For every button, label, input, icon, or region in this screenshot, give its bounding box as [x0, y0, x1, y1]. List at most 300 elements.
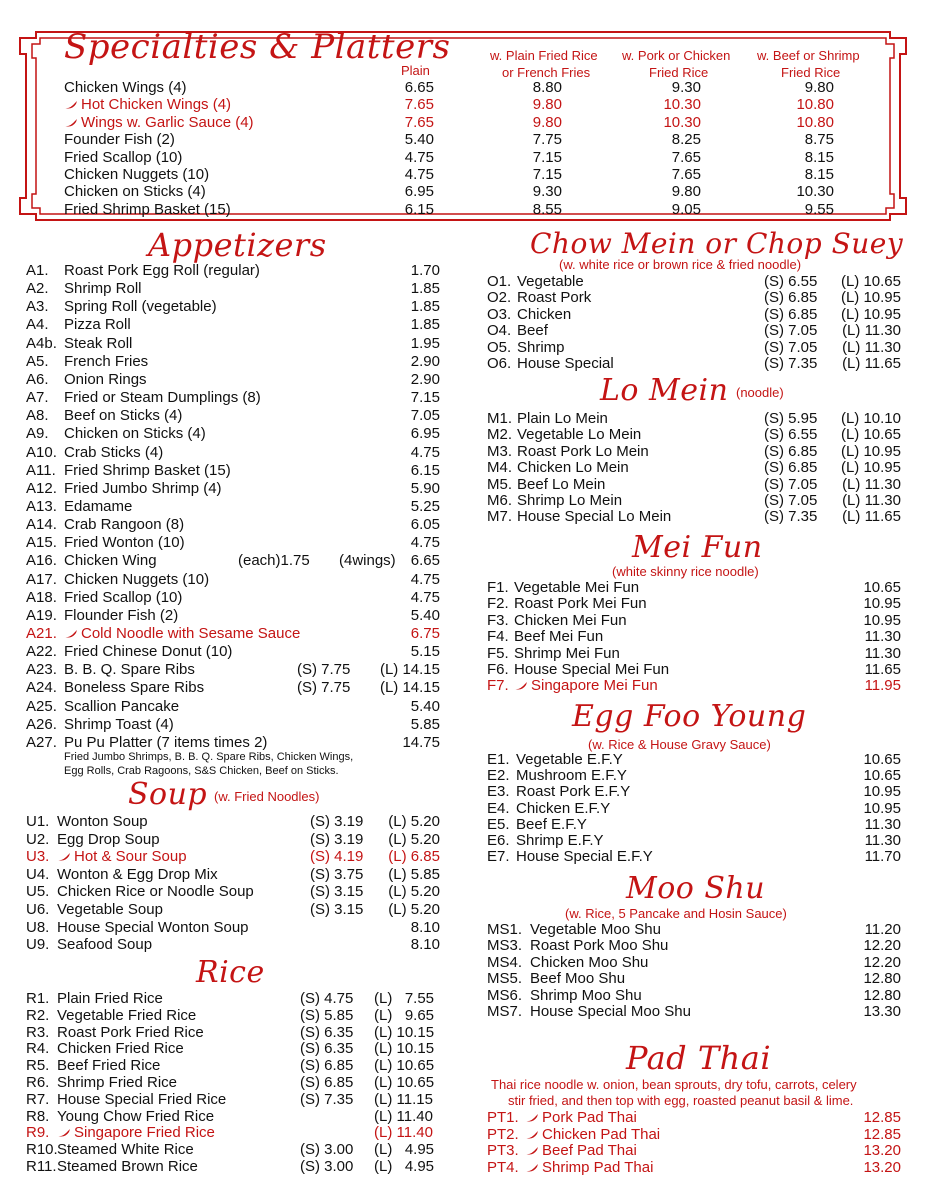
specialty-price-pork-chicken: 7.65	[671, 148, 701, 166]
specialty-price-pork-chicken: 9.80	[671, 183, 701, 201]
appetizer-price: 7.05	[410, 407, 440, 425]
mooshu-code: MS6.	[487, 986, 523, 1004]
soup-code: U4.	[26, 865, 50, 883]
appetizer-price: 5.40	[410, 606, 440, 624]
mooshu-name: Chicken Moo Shu	[530, 953, 649, 971]
specialty-item-name: Chicken Wings (4)	[64, 79, 187, 96]
appetizer-code: A27.	[26, 733, 57, 751]
appetizer-name: Beef on Sticks (4)	[64, 407, 183, 425]
specialty-price-plain-fried-rice: 7.75	[532, 131, 562, 149]
appetizer-code: A12.	[26, 479, 57, 497]
specialty-price-plain: 6.95	[404, 183, 434, 201]
chowmein-large-price: (L) 11.30	[842, 338, 901, 356]
appetizer-price: 6.65	[410, 552, 440, 570]
mooshu-title: Moo Shu	[626, 871, 766, 906]
rice-name: House Special Fried Rice	[57, 1090, 227, 1108]
appetizer-code: A19.	[26, 606, 57, 624]
chili-pepper-icon	[64, 100, 78, 110]
rice-code: R7.	[26, 1090, 50, 1108]
appetizer-price: 14.75	[402, 733, 440, 751]
appetizer-name: Crab Rangoon (8)	[64, 516, 185, 534]
appetizer-name: Chicken Nuggets (10)	[64, 570, 210, 588]
rice-code: R4.	[26, 1040, 50, 1058]
lomein-code: M1.	[487, 410, 513, 427]
appetizer-price: 4.75	[410, 534, 440, 552]
specialty-price-pork-chicken: 9.05	[671, 200, 701, 218]
meifun-name: Singapore Mei Fun	[514, 677, 658, 694]
chowmein-code: O4.	[487, 322, 512, 340]
specialty-price-beef-shrimp: 8.75	[804, 131, 834, 149]
specialty-price-beef-shrimp: 10.30	[796, 183, 834, 201]
soup-large-price: (L) 5.20	[388, 830, 440, 848]
lomein-small-price: (S) 5.95	[764, 410, 818, 427]
lomein-name: Vegetable Lo Mein	[517, 426, 642, 444]
rice-small-price: (S) 6.35	[300, 1023, 354, 1041]
appetizer-price: 6.15	[410, 461, 440, 479]
soup-subtitle: (w. Fried Noodles)	[214, 789, 320, 804]
rice-small-price: (S) 6.85	[300, 1057, 354, 1075]
chili-pepper-icon	[525, 1146, 539, 1156]
chowmein-large-price: (L) 10.65	[840, 273, 901, 290]
mooshu-code: MS4.	[487, 953, 523, 971]
soup-large-price: 8.10	[410, 918, 440, 936]
rice-name: Beef Fried Rice	[57, 1057, 161, 1075]
appetizer-price: 7.15	[410, 389, 440, 407]
chowmein-small-price: (S) 7.05	[764, 338, 818, 356]
chowmein-code: O2.	[487, 289, 512, 307]
rice-large-price: (L) 7.55	[374, 990, 435, 1007]
chowmein-large-price: (L) 10.95	[840, 305, 901, 323]
rice-code: R3.	[26, 1023, 50, 1041]
rice-small-price: (S) 5.85	[300, 1006, 354, 1024]
appetizer-code: A2.	[26, 280, 49, 298]
eggfoo-name: Shrimp E.F.Y	[516, 832, 604, 849]
soup-name: Wonton Soup	[57, 813, 148, 830]
mooshu-price: 12.80	[863, 970, 901, 988]
specialty-item-name: Fried Scallop (10)	[64, 148, 183, 166]
appetizer-small-price: (S) 7.75	[297, 661, 351, 679]
eggfoo-price: 10.95	[863, 799, 901, 817]
meifun-name: Vegetable Mei Fun	[514, 579, 640, 596]
soup-name: House Special Wonton Soup	[57, 918, 249, 936]
rice-code: R6.	[26, 1074, 50, 1091]
padthai-code: PT3.	[487, 1142, 519, 1160]
lomein-subtitle: (noodle)	[736, 385, 784, 400]
appetizer-code: A9.	[26, 425, 49, 443]
chowmein-name: Vegetable	[517, 273, 584, 290]
chowmein-name: Roast Pork	[517, 289, 592, 307]
chowmein-small-price: (S) 6.85	[764, 305, 818, 323]
rice-small-price: (S) 4.75	[300, 990, 354, 1007]
pupu-note-2: Egg Rolls, Crab Ragoons, S&S Chicken, Beef on Sticks.	[64, 765, 339, 777]
padthai-name: Beef Pad Thai	[525, 1142, 637, 1159]
soup-code: U2.	[26, 830, 50, 848]
specialty-item-name: Fried Shrimp Basket (15)	[64, 200, 231, 218]
appetizer-name: Spring Roll (vegetable)	[64, 298, 217, 316]
appetizer-name: Fried Shrimp Basket (15)	[64, 461, 231, 479]
appetizer-code: A3.	[26, 298, 49, 316]
lomein-code: M3.	[487, 442, 513, 460]
rice-small-price: (S) 6.35	[300, 1040, 354, 1058]
meifun-name: Beef Mei Fun	[514, 628, 604, 646]
appetizer-code: A1.	[26, 262, 49, 279]
appetizer-name: Onion Rings	[64, 370, 147, 388]
mooshu-price: 12.80	[863, 986, 901, 1004]
rice-name: Chicken Fried Rice	[57, 1040, 184, 1058]
chowmein-small-price: (S) 7.05	[764, 322, 818, 340]
appetizer-code: A5.	[26, 352, 49, 370]
padthai-code: PT2.	[487, 1125, 519, 1143]
rice-name: Young Chow Fried Rice	[57, 1107, 215, 1125]
appetizer-code: A15.	[26, 534, 57, 552]
rice-large-price: (L) 4.95	[374, 1158, 435, 1175]
eggfoo-name: Chicken E.F.Y	[516, 799, 611, 817]
chowmein-code: O6.	[487, 355, 512, 372]
chowmein-large-price: (L) 11.65	[842, 355, 901, 372]
appetizer-name: Shrimp Toast (4)	[64, 715, 174, 733]
soup-title: Soup	[128, 777, 208, 812]
padthai-price: 13.20	[863, 1158, 901, 1176]
appetizers-title: Appetizers	[148, 226, 327, 264]
lomein-small-price: (S) 6.85	[764, 442, 818, 460]
appetizer-code: A8.	[26, 407, 49, 425]
specialty-price-plain: 7.65	[404, 113, 434, 131]
meifun-name: Shrimp Mei Fun	[514, 644, 620, 662]
rice-small-price: (S) 6.85	[300, 1074, 354, 1091]
soup-code: U8.	[26, 918, 50, 936]
eggfoo-code: E2.	[487, 767, 510, 785]
padthai-price: 12.85	[863, 1109, 901, 1126]
specialty-price-plain: 5.40	[404, 131, 434, 149]
appetizer-price: 5.15	[410, 643, 440, 661]
soup-code: U6.	[26, 901, 50, 918]
appetizer-code: A22.	[26, 643, 57, 661]
appetizer-code: A16.	[26, 552, 57, 570]
specialty-price-beef-shrimp: 9.55	[804, 200, 834, 218]
appetizer-code: A14.	[26, 516, 57, 534]
lomein-name: Plain Lo Mein	[517, 410, 608, 427]
specialty-price-plain: 7.65	[404, 96, 434, 114]
rice-large-price: (L) 10.65	[374, 1057, 435, 1075]
meifun-code: F1.	[487, 579, 509, 596]
appetizer-code: A11.	[26, 461, 56, 479]
lomein-code: M4.	[487, 459, 513, 477]
padthai-price: 13.20	[863, 1142, 901, 1160]
specialty-price-pork-chicken: 10.30	[663, 96, 701, 114]
specialty-price-plain-fried-rice: 9.80	[532, 96, 562, 114]
meifun-code: F6.	[487, 661, 509, 678]
soup-small-price: (S) 3.15	[310, 901, 364, 918]
soup-large-price: (L) 5.20	[388, 813, 440, 830]
specialty-price-pork-chicken: 7.65	[671, 166, 701, 183]
lomein-small-price: (S) 7.05	[764, 492, 818, 509]
rice-code: R2.	[26, 1006, 50, 1024]
meifun-price: 11.95	[864, 677, 901, 695]
appetizer-price: 6.95	[410, 425, 440, 443]
rice-name: Plain Fried Rice	[57, 990, 163, 1007]
appetizer-price: 5.85	[410, 715, 440, 733]
eggfoo-code: E1.	[487, 751, 510, 768]
padthai-name: Chicken Pad Thai	[525, 1126, 660, 1143]
mooshu-name: Beef Moo Shu	[530, 970, 626, 988]
soup-large-price: (L) 5.20	[388, 883, 440, 901]
lomein-large-price: (L) 11.65	[842, 508, 901, 526]
rice-code: R8.	[26, 1107, 50, 1125]
specialty-price-plain: 4.75	[404, 148, 434, 166]
specialty-price-pork-chicken: 8.25	[671, 131, 701, 149]
rice-small-price: (S) 3.00	[300, 1141, 354, 1159]
eggfoo-code: E6.	[487, 832, 510, 849]
lomein-large-price: (L) 10.95	[840, 442, 901, 460]
rice-name: Singapore Fried Rice	[57, 1124, 215, 1141]
specialty-price-plain-fried-rice: 7.15	[532, 148, 562, 166]
soup-code: U1.	[26, 813, 50, 830]
appetizer-small-price: (S) 7.75	[297, 679, 351, 697]
specialty-price-beef-shrimp: 10.80	[796, 113, 834, 131]
lomein-name: Roast Pork Lo Mein	[517, 442, 649, 460]
col-header-plain: Plain	[401, 63, 430, 78]
appetizer-price: 6.05	[410, 516, 440, 534]
appetizer-extra-price: (each)1.75	[238, 552, 310, 570]
appetizer-price: 1.95	[410, 334, 440, 352]
appetizer-code: A21.	[26, 625, 57, 642]
specialty-price-plain: 4.75	[404, 166, 434, 183]
chili-pepper-icon	[57, 852, 71, 862]
appetizer-code: A4.	[26, 316, 49, 334]
specialty-price-pork-chicken: 9.30	[671, 79, 701, 96]
soup-small-price: (S) 3.75	[310, 865, 364, 883]
appetizer-price: 5.40	[410, 697, 440, 715]
chowmein-small-price: (S) 7.35	[764, 355, 818, 372]
meifun-title: Mei Fun	[632, 530, 763, 565]
padthai-desc-1: Thai rice noodle w. onion, bean sprouts, dry tofu, carrots, celery	[491, 1077, 857, 1092]
chili-pepper-icon	[525, 1163, 539, 1173]
specialty-item-name: Hot Chicken Wings (4)	[64, 96, 231, 113]
specialty-price-plain: 6.15	[404, 200, 434, 218]
specialty-price-beef-shrimp: 8.15	[804, 148, 834, 166]
specialty-price-beef-shrimp: 8.15	[804, 166, 834, 183]
chowmein-code: O1.	[487, 273, 512, 290]
appetizer-name: Boneless Spare Ribs	[64, 679, 205, 697]
eggfoo-name: Mushroom E.F.Y	[516, 767, 627, 785]
soup-small-price: (S) 4.19	[310, 848, 364, 866]
meifun-name: Roast Pork Mei Fun	[514, 595, 647, 613]
mooshu-code: MS7.	[487, 1003, 523, 1020]
meifun-price: 11.30	[864, 628, 901, 646]
soup-small-price: (S) 3.19	[310, 830, 364, 848]
chowmein-large-price: (L) 10.95	[840, 289, 901, 307]
eggfoo-price: 10.65	[863, 767, 901, 785]
soup-code: U5.	[26, 883, 50, 901]
specialty-price-beef-shrimp: 9.80	[804, 79, 834, 96]
mooshu-name: Roast Pork Moo Shu	[530, 937, 669, 955]
rice-name: Shrimp Fried Rice	[57, 1074, 178, 1091]
soup-code: U3.	[26, 848, 50, 866]
chowmein-small-price: (S) 6.85	[764, 289, 818, 307]
appetizer-price: 5.90	[410, 479, 440, 497]
eggfoo-title: Egg Foo Young	[572, 699, 807, 734]
specialty-price-pork-chicken: 10.30	[663, 113, 701, 131]
mooshu-price: 12.20	[863, 937, 901, 955]
meifun-price: 10.95	[863, 595, 901, 613]
pupu-note-1: Fried Jumbo Shrimps, B. B. Q. Spare Ribs, Chicken Wings,	[64, 751, 354, 763]
padthai-title: Pad Thai	[626, 1039, 772, 1077]
eggfoo-name: Roast Pork E.F.Y	[516, 783, 631, 801]
appetizer-name: Crab Sticks (4)	[64, 443, 164, 461]
chowmein-name: Beef	[517, 322, 548, 340]
appetizer-name: Edamame	[64, 497, 133, 515]
lomein-title: Lo Mein	[600, 373, 729, 408]
lomein-name: Chicken Lo Mein	[517, 459, 629, 477]
soup-name: Vegetable Soup	[57, 901, 163, 918]
appetizer-price: 1.85	[410, 298, 440, 316]
appetizer-price: 1.85	[410, 316, 440, 334]
chili-pepper-icon	[525, 1130, 539, 1140]
specialty-item-name: Wings w. Garlic Sauce (4)	[64, 114, 254, 131]
padthai-code: PT4.	[487, 1158, 519, 1176]
mooshu-name: Shrimp Moo Shu	[530, 986, 642, 1004]
appetizer-code: A7.	[26, 389, 49, 407]
soup-code: U9.	[26, 936, 50, 954]
appetizer-name: B. B. Q. Spare Ribs	[64, 661, 195, 679]
appetizer-name: Scallion Pancake	[64, 697, 180, 715]
appetizer-name: Chicken Wing	[64, 552, 157, 570]
soup-name: Egg Drop Soup	[57, 830, 160, 848]
soup-large-price: (L) 5.20	[388, 901, 440, 918]
mooshu-price: 13.30	[863, 1003, 901, 1020]
soup-name: Chicken Rice or Noodle Soup	[57, 883, 254, 901]
appetizer-price: 1.85	[410, 280, 440, 298]
rice-large-price: (L) 11.15	[374, 1090, 433, 1108]
appetizer-code: A24.	[26, 679, 57, 697]
appetizer-price: 4.75	[410, 570, 440, 588]
chili-pepper-icon	[64, 629, 78, 639]
chili-pepper-icon	[57, 1128, 71, 1138]
chili-pepper-icon	[64, 118, 78, 128]
appetizer-name: Fried Scallop (10)	[64, 588, 183, 606]
eggfoo-code: E5.	[487, 815, 510, 833]
mooshu-code: MS1.	[487, 921, 523, 938]
chowmein-name: House Special	[517, 355, 614, 372]
appetizer-code: A18.	[26, 588, 57, 606]
rice-large-price: (L) 11.40	[374, 1124, 433, 1142]
lomein-code: M6.	[487, 492, 513, 509]
lomein-large-price: (L) 11.30	[842, 492, 901, 509]
appetizer-code: A23.	[26, 661, 57, 679]
col-header-plain-fried-rice: w. Plain Fried Rice or French Fries	[490, 48, 598, 80]
soup-large-price: (L) 5.85	[388, 865, 440, 883]
lomein-code: M2.	[487, 426, 513, 444]
appetizer-name: Cold Noodle with Sesame Sauce	[64, 625, 300, 642]
soup-large-price: 8.10	[410, 936, 440, 954]
appetizer-extra-label: (4wings)	[339, 552, 396, 570]
chowmein-code: O3.	[487, 305, 512, 323]
appetizer-name: Fried or Steam Dumplings (8)	[64, 389, 261, 407]
meifun-price: 10.95	[863, 611, 901, 629]
specialty-price-plain-fried-rice: 9.80	[532, 113, 562, 131]
soup-name: Hot & Sour Soup	[57, 848, 187, 865]
appetizer-code: A10.	[26, 443, 57, 461]
chowmein-code: O5.	[487, 338, 512, 356]
eggfoo-code: E4.	[487, 799, 510, 817]
lomein-large-price: (L) 10.10	[840, 410, 901, 427]
lomein-code: M7.	[487, 508, 513, 526]
rice-small-price: (S) 7.35	[300, 1090, 354, 1108]
lomein-small-price: (S) 6.55	[764, 426, 818, 444]
chili-pepper-icon	[514, 681, 528, 691]
lomein-name: Beef Lo Mein	[517, 475, 606, 493]
mooshu-name: House Special Moo Shu	[530, 1003, 691, 1020]
eggfoo-code: E3.	[487, 783, 510, 801]
soup-small-price: (S) 3.15	[310, 883, 364, 901]
rice-code: R9.	[26, 1124, 50, 1142]
lomein-large-price: (L) 10.65	[840, 426, 901, 444]
appetizer-name: Roast Pork Egg Roll (regular)	[64, 262, 260, 279]
appetizer-name: Steak Roll	[64, 334, 133, 352]
specialty-item-name: Chicken on Sticks (4)	[64, 183, 206, 201]
appetizer-code: A17.	[26, 570, 57, 588]
chowmein-subtitle: (w. white rice or brown rice & fried noodle)	[559, 257, 802, 272]
padthai-price: 12.85	[863, 1125, 901, 1143]
mooshu-code: MS5.	[487, 970, 523, 988]
appetizer-code: A4b.	[26, 334, 57, 352]
chowmein-name: Chicken	[517, 305, 572, 323]
eggfoo-code: E7.	[487, 848, 510, 866]
appetizer-name: Pu Pu Platter (7 items times 2)	[64, 733, 268, 751]
rice-code: R5.	[26, 1057, 50, 1075]
eggfoo-name: House Special E.F.Y	[516, 848, 653, 866]
appetizer-name: Pizza Roll	[64, 316, 131, 334]
col-header-pork-chicken: w. Pork or Chicken Fried Rice	[622, 48, 731, 80]
appetizer-code: A6.	[26, 370, 49, 388]
chowmein-title: Chow Mein or Chop Suey	[530, 227, 904, 260]
meifun-name: Chicken Mei Fun	[514, 611, 627, 629]
padthai-name: Shrimp Pad Thai	[525, 1159, 653, 1176]
specialty-item-name: Chicken Nuggets (10)	[64, 166, 210, 183]
appetizer-price: 1.70	[410, 262, 440, 279]
specialty-item-name: Founder Fish (2)	[64, 131, 175, 149]
soup-name: Seafood Soup	[57, 936, 153, 954]
meifun-code: F7.	[487, 677, 509, 695]
appetizer-name: Fried Wonton (10)	[64, 534, 185, 552]
soup-large-price: (L) 6.85	[388, 848, 440, 866]
chili-pepper-icon	[525, 1113, 539, 1123]
rice-name: Steamed Brown Rice	[57, 1158, 198, 1175]
chowmein-small-price: (S) 6.55	[764, 273, 818, 290]
appetizer-price: (L) 14.15	[379, 679, 440, 697]
appetizer-name: Flounder Fish (2)	[64, 606, 179, 624]
soup-name: Wonton & Egg Drop Mix	[57, 865, 218, 883]
meifun-name: House Special Mei Fun	[514, 661, 670, 678]
lomein-code: M5.	[487, 475, 513, 493]
appetizer-price: 5.25	[410, 497, 440, 515]
rice-large-price: (L) 9.65	[374, 1006, 435, 1024]
specialty-price-plain-fried-rice: 8.55	[532, 200, 562, 218]
eggfoo-name: Vegetable E.F.Y	[516, 751, 623, 768]
appetizer-price: 4.75	[410, 588, 440, 606]
meifun-code: F4.	[487, 628, 509, 646]
meifun-code: F3.	[487, 611, 509, 629]
rice-name: Roast Pork Fried Rice	[57, 1023, 204, 1041]
appetizer-code: A13.	[26, 497, 57, 515]
meifun-price: 10.65	[863, 579, 901, 596]
specialty-price-plain-fried-rice: 8.80	[532, 79, 562, 96]
specialty-price-plain-fried-rice: 9.30	[532, 183, 562, 201]
rice-large-price: (L) 10.15	[374, 1040, 435, 1058]
eggfoo-name: Beef E.F.Y	[516, 815, 587, 833]
appetizer-price: 2.90	[410, 352, 440, 370]
soup-small-price: (S) 3.19	[310, 813, 364, 830]
